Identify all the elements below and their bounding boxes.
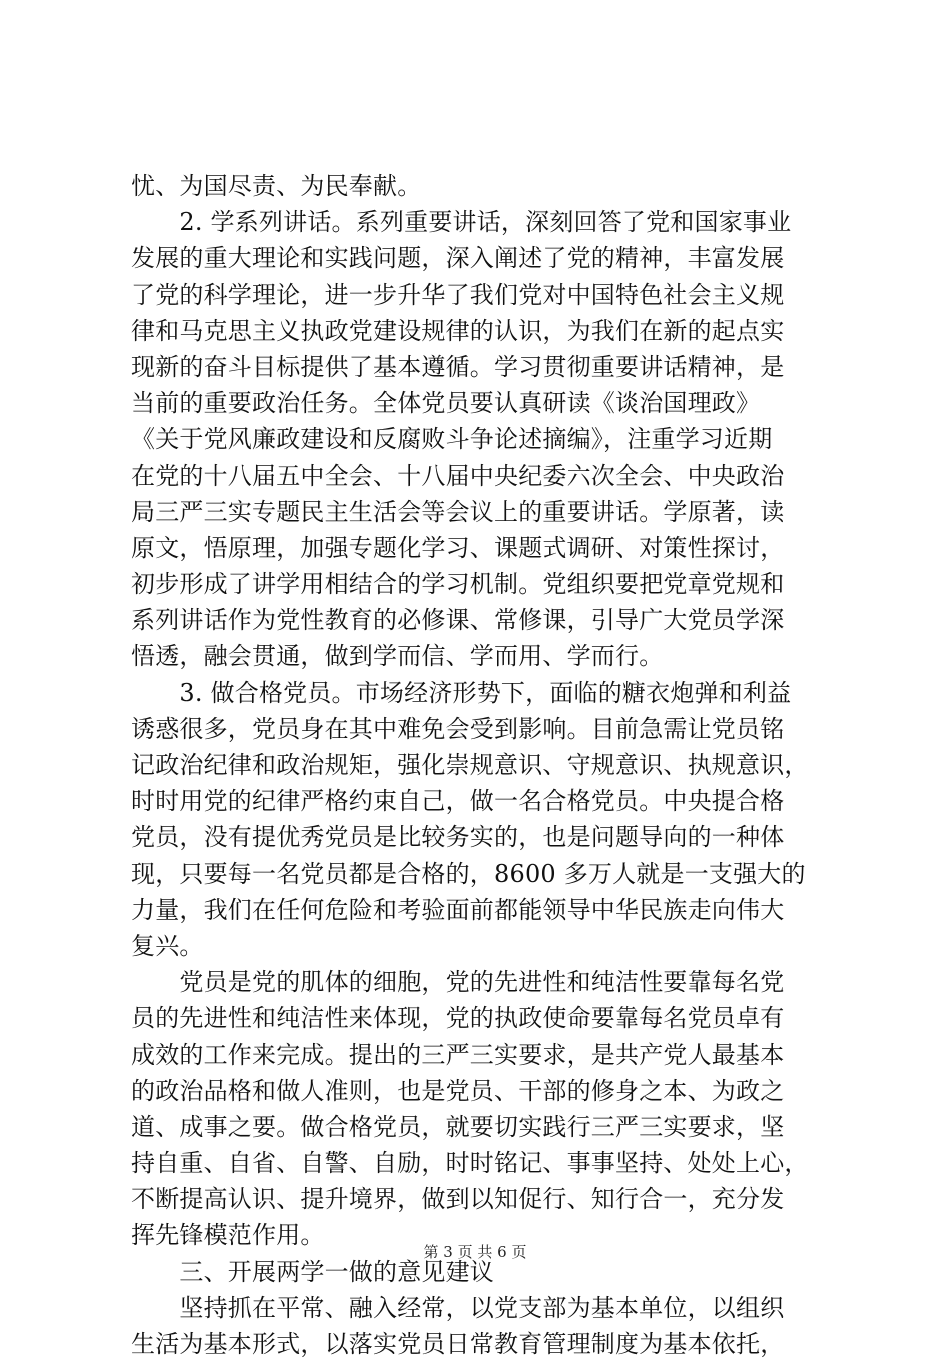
text-line: 坚持抓在平常、融入经常，以党支部为基本单位，以组织 [131,1293,785,1322]
text-line: 当前的重要政治任务。全体党员要认真研读《谈治国理政》 [131,389,761,418]
text-line: 党员，没有提优秀党员是比较务实的，也是问题导向的一种体 [131,823,785,852]
text-line: 了党的科学理论，进一步升华了我们党对中国特色社会主义规 [131,280,785,309]
text-line: 悟透，融会贯通，做到学而信、学而用、学而行。 [131,642,664,671]
body-text [131,168,843,1362]
section-heading: 三、开展两学一做的意见建议 [131,1257,494,1286]
page-number-footer: 第 3 页 共 6 页 [423,1243,527,1261]
text-line: 成效的工作来完成。提出的三严三实要求，是共产党人最基本 [131,1040,785,1069]
text-line: 局三严三实专题民主生活会等会议上的重要讲话。学原著，读 [131,497,785,526]
text-line: 持自重、自省、自警、自励，时时铭记、事事坚持、处处上心， [131,1149,809,1178]
text-line: 现，只要每一名党员都是合格的，8600 多万人就是一支强大的 [131,859,806,888]
text-line: 现新的奋斗目标提供了基本遵循。学习贯彻重要讲话精神，是 [131,352,785,381]
text-line: 发展的重大理论和实践问题，深入阐述了党的精神，丰富发展 [131,244,785,273]
text-line: 的政治品格和做人准则，也是党员、干部的修身之本、为政之 [131,1076,785,1105]
text-line: 挥先锋模范作用。 [131,1221,325,1250]
text-line: 不断提高认识、提升境界，做到以知促行、知行合一，充分发 [131,1185,785,1214]
text-line: 记政治纪律和政治规矩，强化崇规意识、守规意识、执规意识， [131,751,809,779]
text-line: 员的先进性和纯洁性来体现，党的执政使命要靠每名党员卓有 [131,1004,785,1033]
text-line: 《关于党风廉政建设和反腐败斗争论述摘编》，注重学习近期 [131,425,773,454]
text-line: 系列讲话作为党性教育的必修课、常修课，引导广大党员学深 [131,606,785,635]
text-line: 时时用党的纪律严格约束自己，做一名合格党员。中央提合格 [131,787,785,816]
text-line: 3. 做合格党员。市场经济形势下，面临的糖衣炮弹和利益 [131,678,792,707]
text-line: 在党的十八届五中全会、十八届中央纪委六次全会、中央政治 [131,461,785,490]
text-line: 力量，我们在任何危险和考验面前都能领导中华民族走向伟大 [131,895,785,924]
text-line: 2. 学系列讲话。系列重要讲话，深刻回答了党和国家事业 [131,208,792,237]
text-line: 复兴。 [131,931,204,960]
text-line: 忧、为国尽责、为民奉献。 [131,172,422,200]
text-line: 原文，悟原理，加强专题化学习、课题式调研、对策性探讨， [131,533,785,562]
text-line: 道、成事之要。做合格党员，就要切实践行三严三实要求，坚 [131,1112,785,1141]
text-line: 律和马克思主义执政党建设规律的认识，为我们在新的起点实 [131,316,785,345]
text-line: 生活为基本形式，以落实党员日常教育管理制度为基本依托， [131,1330,785,1358]
text-line: 党员是党的肌体的细胞，党的先进性和纯洁性要靠每名党 [131,968,785,997]
text-line: 诱惑很多，党员身在其中难免会受到影响。目前急需让党员铭 [131,714,785,743]
text-line: 初步形成了讲学用相结合的学习机制。党组织要把党章党规和 [131,570,785,599]
